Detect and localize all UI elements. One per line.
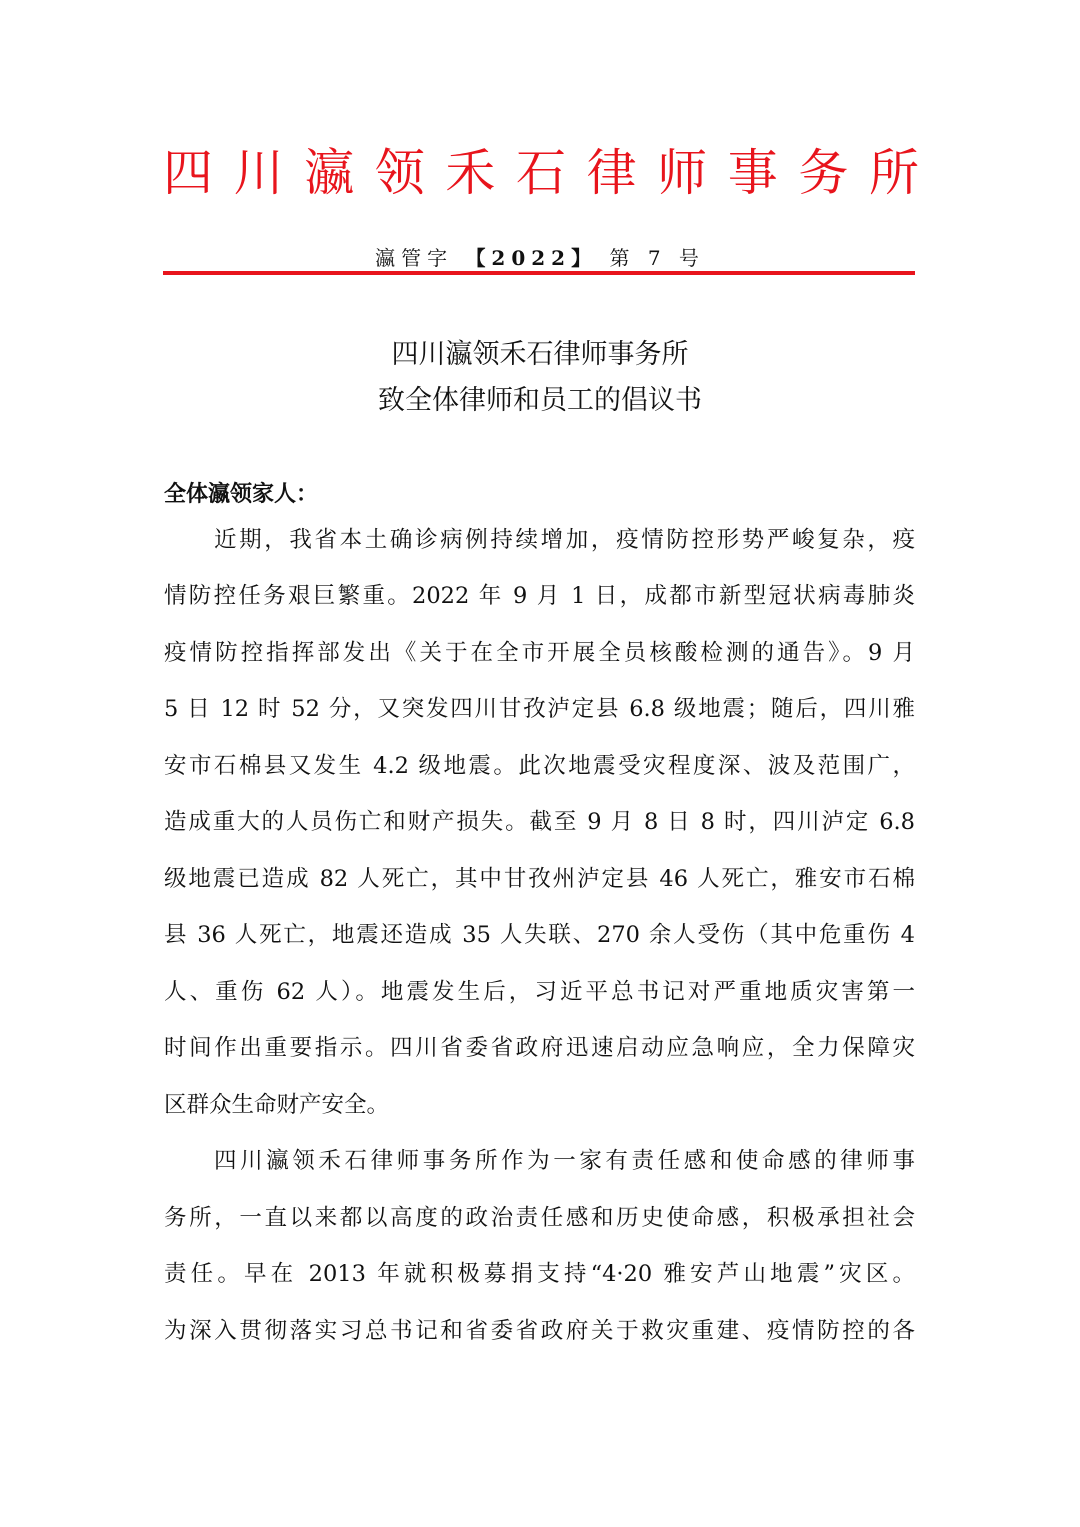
salutation: 全体瀛领家人： xyxy=(164,481,319,507)
title-char: 师 xyxy=(657,144,708,202)
title-char: 领 xyxy=(374,144,425,202)
body-line: 近期，我省本土确诊病例持续增加，疫情防控形势严峻复杂，疫 xyxy=(214,527,915,553)
body-line: 为深入贯彻落实习总书记和省委省政府关于救灾重建、疫情防控的各 xyxy=(164,1318,915,1344)
body-line: 疫情防控指挥部发出《关于在全市开展全员核酸检测的通告》。9 月 xyxy=(164,640,915,666)
title-char: 川 xyxy=(233,144,284,202)
doc-number-year: 【2022】 xyxy=(465,246,598,270)
title-char: 石 xyxy=(515,144,566,202)
document-heading-line1: 四川瀛领禾石律师事务所 xyxy=(391,339,689,370)
body-line: 人、重伤 62 人）。地震发生后，习近平总书记对严重地质灾害第一 xyxy=(164,979,915,1005)
title-char: 事 xyxy=(727,144,778,202)
title-char: 务 xyxy=(798,144,849,202)
body-line: 四川瀛领禾石律师事务所作为一家有责任感和使命感的律师事 xyxy=(214,1148,915,1174)
red-divider xyxy=(163,271,915,275)
body-line: 务所，一直以来都以高度的政治责任感和历史使命感，积极承担社会 xyxy=(164,1205,915,1231)
doc-number-prefix: 瀛管字 xyxy=(375,246,454,270)
body-line: 情防控任务艰巨繁重。2022 年 9 月 1 日，成都市新型冠状病毒肺炎 xyxy=(164,583,915,609)
body-line: 级地震已造成 82 人死亡，其中甘孜州泸定县 46 人死亡，雅安市石棉 xyxy=(164,866,915,892)
title-char: 四 xyxy=(163,144,213,202)
doc-number-suffix: 第 7 号 xyxy=(609,246,705,270)
body-line: 安市石棉县又发生 4.2 级地震。此次地震受灾程度深、波及范围广， xyxy=(164,753,915,779)
title-char: 律 xyxy=(586,144,637,202)
title-char: 瀛 xyxy=(304,144,355,202)
body-line: 责任。早在 2013 年就积极募捐支持“4·20 雅安芦山地震”灾区。 xyxy=(164,1261,915,1287)
document-heading-line2: 致全体律师和员工的倡议书 xyxy=(378,385,702,416)
body-line: 区群众生命财产安全。 xyxy=(164,1092,390,1118)
body-line: 时间作出重要指示。四川省委省政府迅速启动应急响应，全力保障灾 xyxy=(164,1035,915,1061)
title-char: 所 xyxy=(868,144,919,202)
body-line: 县 36 人死亡，地震还造成 35 人失联、270 余人受伤（其中危重伤 4 xyxy=(164,922,915,948)
document-number xyxy=(0,244,1080,272)
body-line: 5 日 12 时 52 分，又突发四川甘孜泸定县 6.8 级地震；随后，四川雅 xyxy=(164,696,915,722)
body-line: 造成重大的人员伤亡和财产损失。截至 9 月 8 日 8 时，四川泸定 6.8 xyxy=(164,809,915,835)
title-char: 禾 xyxy=(445,144,496,202)
org-letterhead-title xyxy=(163,140,919,206)
